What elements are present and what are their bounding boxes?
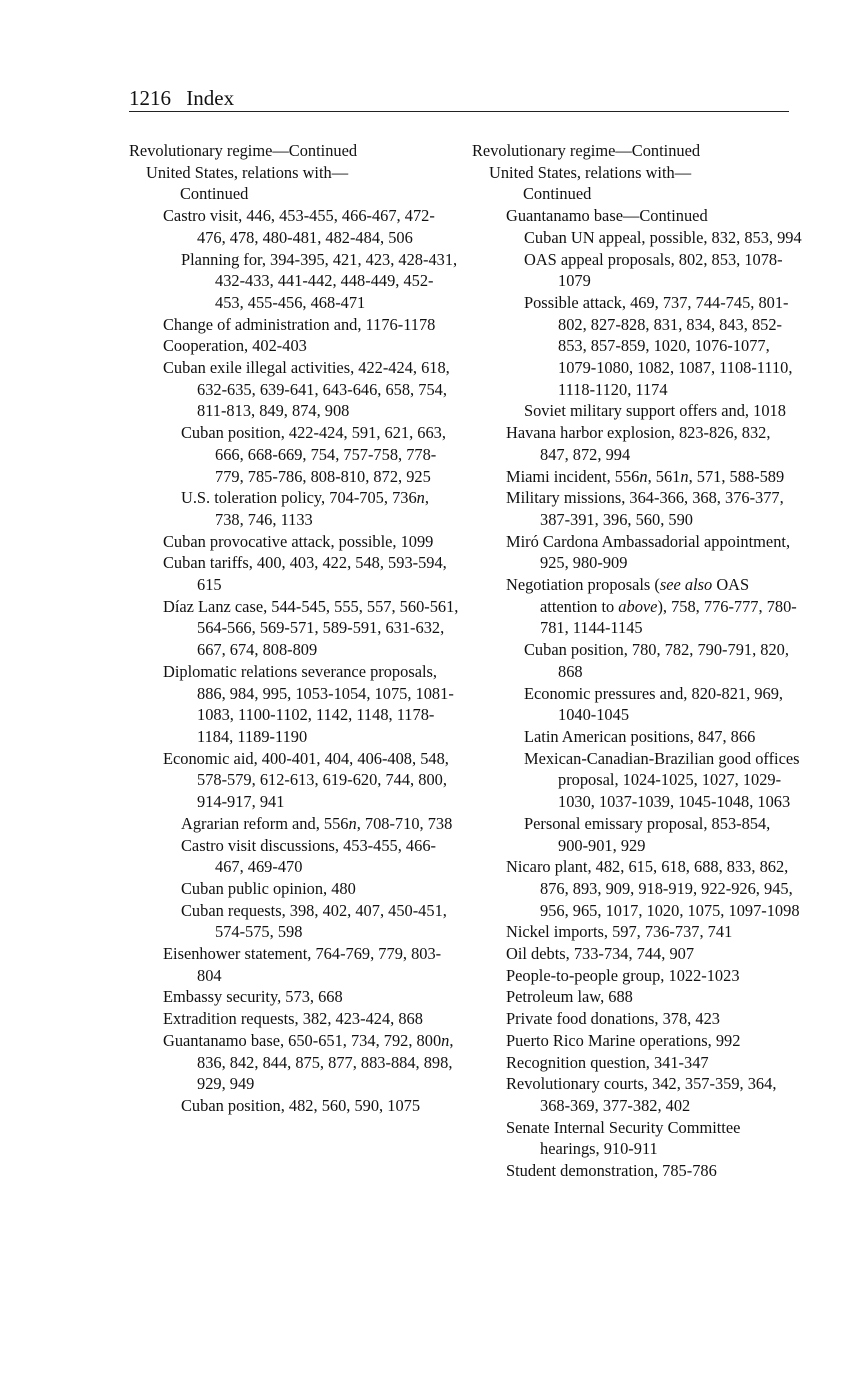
index-entry: OAS appeal proposals, 802, 853, 1078-1079 <box>524 249 783 291</box>
index-entry: Possible attack, 469, 737, 744-745, 801-802, 827-828, 831, 834, 843, 852-853, 857-859, 1020, 1076-1077, 1079-1080, 1082, 1087, 1108-1110, 1118-1120, 1174 <box>524 292 793 399</box>
index-entry: Mexican-Canadian-Brazilian good offices proposal, 1024-1025, 1027, 1029-1030, 1037-1039, 1045-1048, 1063 <box>524 748 800 812</box>
entry-text: , 571, 588-589 <box>688 466 785 486</box>
index-entry: Personal emissary proposal, 853-854, 900-901, 929 <box>524 813 771 855</box>
index-entry: Cuban position, 482, 560, 590, 1075 <box>181 1095 421 1115</box>
index-entry: Economic pressures and, 820-821, 969, 1040-1045 <box>524 683 784 725</box>
note-mark: n <box>416 488 425 508</box>
index-subheading-continued: Continued <box>523 184 592 204</box>
index-entry: Oil debts, 733-734, 744, 907 <box>506 944 695 964</box>
index-entry: Cooperation, 402-403 <box>163 336 307 356</box>
entry-text: Guantanamo base, 650-651, 734, 792, 800 <box>163 1030 442 1050</box>
entry-text: Negotiation proposals ( <box>506 575 660 595</box>
index-entry: People-to-people group, 1022-1023 <box>506 965 740 985</box>
index-entry: Private food donations, 378, 423 <box>506 1009 720 1029</box>
entry-text: , 708-710, 738 <box>356 813 453 833</box>
index-entry: Student demonstration, 785-786 <box>506 1161 717 1181</box>
index-entry: Extradition requests, 382, 423-424, 868 <box>163 1009 423 1029</box>
index-entry: Cuban UN appeal, possible, 832, 853, 994 <box>524 227 802 247</box>
entry-text: , 836, 842, 844, 875, 877, 883-884, 898, 929, 949 <box>197 1030 454 1094</box>
index-entry: Economic aid, 400-401, 404, 406-408, 548, 578-579, 612-613, 619-620, 744, 800, 914-917, 941 <box>163 748 449 812</box>
index-entry: Cuban provocative attack, possible, 1099 <box>163 531 434 551</box>
page-title: Index <box>186 86 235 110</box>
index-entry: Soviet military support offers and, 1018 <box>524 401 786 421</box>
index-entry: Revolutionary courts, 342, 357-359, 364, 368-369, 377-382, 402 <box>506 1074 777 1115</box>
index-entry: Castro visit discussions, 453-455, 466-467, 469-470 <box>181 835 436 877</box>
entry-text: ), 758, 776-777, 780-781, 1144-1145 <box>540 596 797 638</box>
index-entry: Cuban position, 780, 782, 790-791, 820, 868 <box>524 640 789 681</box>
index-entry: Puerto Rico Marine operations, 992 <box>506 1030 741 1050</box>
entry-text: , 561 <box>647 466 681 486</box>
index-entry: Díaz Lanz case, 544-545, 555, 557, 560-561, 564-566, 569-571, 589-591, 631-632, 667, 674, 808-809 <box>163 596 459 660</box>
index-entry <box>472 466 802 488</box>
index-column-right <box>472 140 802 1182</box>
index-entry: Cuban public opinion, 480 <box>181 878 356 898</box>
note-mark: n <box>441 1030 450 1050</box>
index-column-left <box>129 140 459 1117</box>
index-heading: Revolutionary regime—Continued <box>129 141 358 160</box>
index-entry: Cuban tariffs, 400, 403, 422, 548, 593-594, 615 <box>163 553 447 595</box>
index-entry: Eisenhower statement, 764-769, 779, 803-804 <box>163 944 442 985</box>
index-entry: Cuban position, 422-424, 591, 621, 663, 666, 668-669, 754, 757-758, 778-779, 785-786, 808-810, 872, 925 <box>181 423 446 486</box>
index-entry: Latin American positions, 847, 866 <box>524 726 756 746</box>
index-entry: Senate Internal Security Committee hearings, 910-911 <box>506 1117 741 1159</box>
entry-text: U.S. toleration policy, 704-705, 736 <box>181 488 417 508</box>
index-entry: Nicaro plant, 482, 615, 618, 688, 833, 862, 876, 893, 909, 918-919, 922-926, 945, 956, 965, 1017, 1020, 1075, 1097-1098 <box>506 857 800 920</box>
index-entry: Petroleum law, 688 <box>506 987 633 1007</box>
index-entry: Military missions, 364-366, 368, 376-377, 387-391, 396, 560, 590 <box>506 488 784 529</box>
index-entry: Nickel imports, 597, 736-737, 741 <box>506 922 733 942</box>
index-entry: Cuban requests, 398, 402, 407, 450-451, 574-575, 598 <box>181 900 447 942</box>
index-entry <box>129 487 459 530</box>
index-entry: Diplomatic relations severance proposals, 886, 984, 995, 1053-1054, 1075, 1081-1083, 1100-1102, 1142, 1148, 1178-1184, 1189-1190 <box>163 661 454 746</box>
see-also-ref: see also <box>659 575 713 595</box>
index-heading: Revolutionary regime—Continued <box>472 141 701 160</box>
header-rule <box>129 111 789 112</box>
note-mark: n <box>348 813 357 833</box>
index-subheading: United States, relations with— <box>489 162 692 182</box>
index-entry <box>129 813 459 835</box>
page-number: 1216 <box>129 86 171 110</box>
index-subheading-continued: Continued <box>180 184 249 204</box>
note-mark: n <box>680 466 689 486</box>
index-entry: Miró Cardona Ambassadorial appointment, 925, 980-909 <box>506 531 791 573</box>
index-entry: Castro visit, 446, 453-455, 466-467, 472-476, 478, 480-481, 482-484, 506 <box>163 206 435 247</box>
index-entry: Embassy security, 573, 668 <box>163 987 343 1007</box>
entry-text: Agrarian reform and, 556 <box>181 813 349 833</box>
index-entry: Change of administration and, 1176-1178 <box>163 314 436 334</box>
page-header <box>129 84 789 112</box>
entry-text: , 738, 746, 1133 <box>215 488 429 529</box>
index-entry: Planning for, 394-395, 421, 423, 428-431, 432-433, 441-442, 448-449, 452-453, 455-456, 468-471 <box>181 249 458 312</box>
entry-text: OAS attention to <box>540 575 750 616</box>
index-entry: Guantanamo base—Continued <box>506 206 708 226</box>
index-entry <box>472 574 802 639</box>
index-entry <box>129 1030 459 1095</box>
index-entry: Cuban exile illegal activities, 422-424, 618, 632-635, 639-641, 643-646, 658, 754, 811-813, 849, 874, 908 <box>163 358 450 421</box>
above-ref: above <box>618 596 658 616</box>
index-subheading: United States, relations with— <box>146 162 349 182</box>
index-entry: Havana harbor explosion, 823-826, 832, 847, 872, 994 <box>506 423 771 464</box>
index-entry: Recognition question, 341-347 <box>506 1052 709 1072</box>
entry-text: Miami incident, 556 <box>506 466 640 486</box>
note-mark: n <box>639 466 648 486</box>
